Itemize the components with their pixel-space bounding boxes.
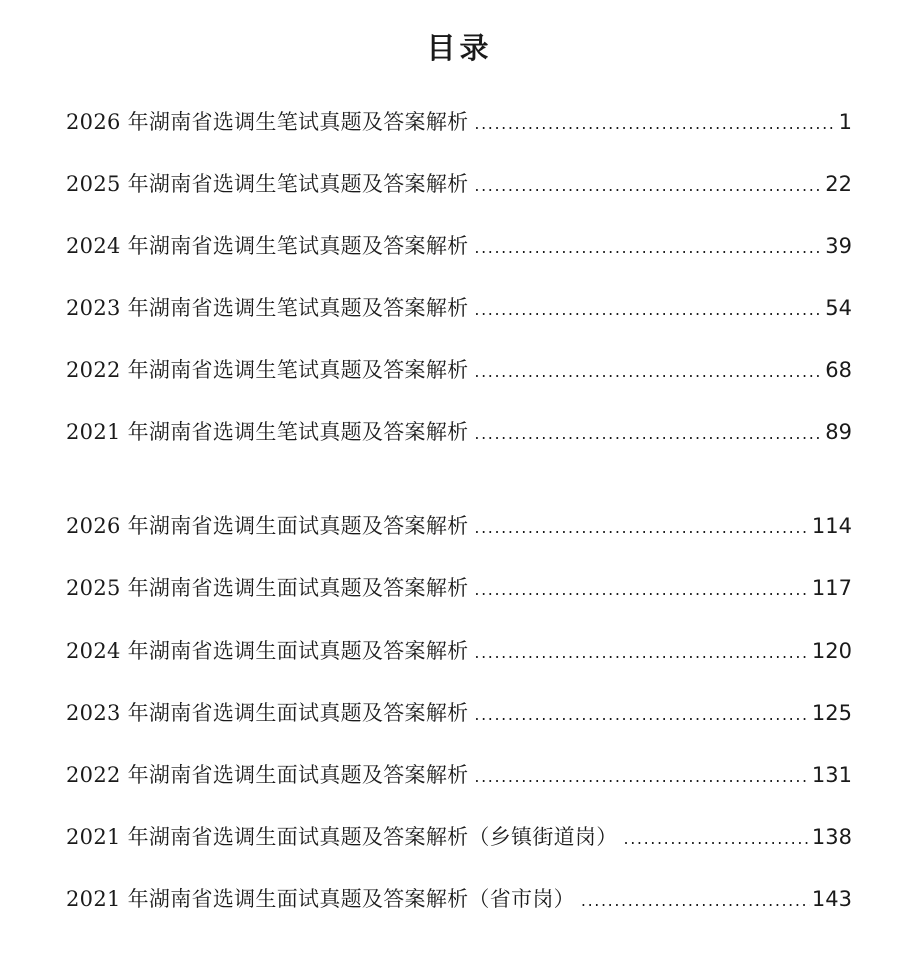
toc-dot-leader: [474, 362, 823, 381]
toc-entry-title: 2021 年湖南省选调生笔试真题及答案解析: [66, 420, 469, 444]
toc-entry[interactable]: [66, 821, 852, 851]
toc-entry-title: 2024 年湖南省选调生笔试真题及答案解析: [66, 234, 469, 258]
toc-page-number: 1: [838, 110, 852, 134]
toc-entry[interactable]: [66, 168, 852, 198]
toc-entry[interactable]: [66, 697, 852, 727]
toc-entry[interactable]: [66, 292, 852, 322]
toc-entry-title: 2023 年湖南省选调生面试真题及答案解析: [66, 701, 469, 725]
toc-page-number: 89: [825, 420, 852, 444]
toc-dot-leader: [474, 580, 809, 599]
toc-dot-leader: [474, 176, 823, 195]
toc-entry[interactable]: [66, 510, 852, 540]
toc-page-number: 54: [825, 296, 852, 320]
toc-entry[interactable]: [66, 416, 852, 446]
toc-entry[interactable]: [66, 230, 852, 260]
toc-dot-leader: [474, 643, 809, 662]
toc-page-number: 143: [811, 887, 852, 911]
toc-entry-title: 2021 年湖南省选调生面试真题及答案解析（乡镇街道岗）: [66, 825, 618, 849]
toc-dot-leader: [624, 829, 810, 848]
toc-page-number: 39: [825, 234, 852, 258]
toc-dot-leader: [474, 114, 836, 133]
toc-dot-leader: [474, 238, 823, 257]
toc-entry-title: 2023 年湖南省选调生笔试真题及答案解析: [66, 296, 469, 320]
toc-page-number: 125: [811, 701, 852, 725]
toc-entry-title: 2021 年湖南省选调生面试真题及答案解析（省市岗）: [66, 887, 575, 911]
toc-entry[interactable]: [66, 759, 852, 789]
toc-entry-title: 2026 年湖南省选调生笔试真题及答案解析: [66, 110, 469, 134]
toc-entry[interactable]: [66, 572, 852, 602]
toc-dot-leader: [474, 767, 809, 786]
toc-entry-title: 2026 年湖南省选调生面试真题及答案解析: [66, 514, 469, 538]
toc-dot-leader: [474, 518, 809, 537]
toc-dot-leader: [474, 300, 823, 319]
toc-page-number: 120: [811, 639, 852, 663]
toc-entry-title: 2022 年湖南省选调生笔试真题及答案解析: [66, 358, 469, 382]
toc-page-number: 114: [811, 514, 852, 538]
toc-dot-leader: [581, 891, 810, 910]
toc-entry[interactable]: [66, 106, 852, 136]
toc-page-number: 22: [825, 172, 852, 196]
toc-dot-leader: [474, 705, 809, 724]
toc-page-number: 68: [825, 358, 852, 382]
toc-page-number: 117: [811, 576, 852, 600]
toc-entry-title: 2024 年湖南省选调生面试真题及答案解析: [66, 639, 469, 663]
toc-entry[interactable]: [66, 635, 852, 665]
toc-dot-leader: [474, 424, 823, 443]
toc-page-number: 138: [811, 825, 852, 849]
toc-entry[interactable]: [66, 354, 852, 384]
toc-entry-title: 2025 年湖南省选调生面试真题及答案解析: [66, 576, 469, 600]
toc-entry-title: 2025 年湖南省选调生笔试真题及答案解析: [66, 172, 469, 196]
toc-entry[interactable]: [66, 883, 852, 913]
page-title: 目录: [426, 31, 493, 65]
toc-page-number: 131: [811, 763, 852, 787]
toc-entry-title: 2022 年湖南省选调生面试真题及答案解析: [66, 763, 469, 787]
